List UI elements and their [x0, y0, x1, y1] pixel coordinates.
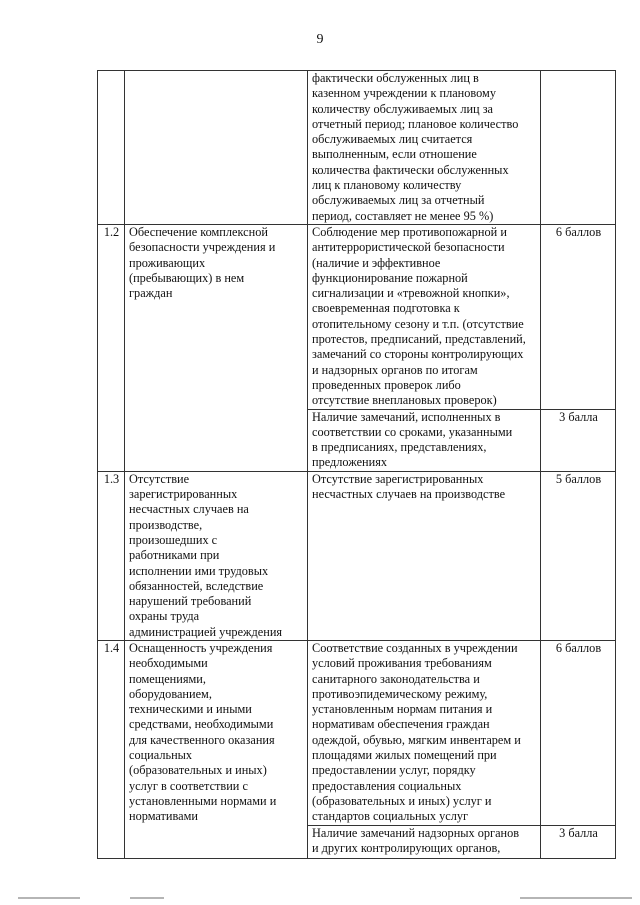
points-cell: 3 балла: [541, 409, 616, 471]
indicator-cell: Наличие замечаний надзорных органов и других контролирующих органов,: [308, 825, 541, 858]
scan-artifact-line: [520, 897, 632, 899]
indicator-cell: Соблюдение мер противопожарной и антитеррористической безопасности (наличие и эффективное функционирование пожарной сигнализации и «тревожной кнопки», своевременная подготовка к отопительному сезону и т.п. (отсутствие протестов, предписаний, представлений, замечаний со стороны контролирующих и надзорных органов по итогам проведенных проверок либо отсутствие внеплановых проверок): [308, 224, 541, 409]
points-cell: 6 баллов: [541, 640, 616, 825]
page-number: 9: [316, 32, 324, 47]
criterion-cell: [125, 71, 308, 225]
scan-artifact-line: [130, 897, 164, 899]
points-cell: 5 баллов: [541, 471, 616, 640]
criterion-cell: Оснащенность учреждения необходимыми помещениями, оборудованием, техническими и иными средствами, необходимыми для качественного оказания социальных (образовательных и иных) услуг в соответствии с установленными нормами и нормативами: [125, 640, 308, 858]
scan-artifact-line: [18, 897, 80, 899]
indicator-cell: Соответствие созданных в учреждении условий проживания требованиям санитарного законодательства и противоэпидемическому режиму, установленным нормам питания и нормативам обеспечения граждан одеждой, обувью, мягким инвентарем и площадями жилых помещений при предоставлении услуг, порядку предоставления социальных (образовательных и иных) услуг и стандартов социальных услуг: [308, 640, 541, 825]
points-cell: 3 балла: [541, 825, 616, 858]
table-row: [98, 71, 616, 225]
row-number-cell: 1.2: [98, 224, 125, 471]
criterion-cell: Отсутствие зарегистрированных несчастных случаев на производстве, произошедших с работниками при исполнении ими трудовых обязанностей, вследствие нарушений требований охраны труда администрацией учреждения: [125, 471, 308, 640]
points-cell: 6 баллов: [541, 224, 616, 409]
indicator-cell: фактически обслуженных лиц в казенном учреждении к плановому количеству обслуживаемых лиц за отчетный период; плановое количество обслуживаемых лиц считается выполненным, если отношение количества фактически обслуженных лиц к плановому количеству обслуживаемых лиц за отчетный период, составляет не менее 95 %): [308, 71, 541, 225]
criterion-cell: Обеспечение комплексной безопасности учреждения и проживающих (пребывающих) в нем граждан: [125, 224, 308, 471]
row-number-cell: [98, 71, 125, 225]
row-number-cell: 1.3: [98, 471, 125, 640]
table-row: [98, 471, 616, 640]
points-cell: [541, 71, 616, 225]
table-row: [98, 640, 616, 825]
indicator-cell: Отсутствие зарегистрированных несчастных случаев на производстве: [308, 471, 541, 640]
table-row: [98, 224, 616, 409]
indicator-cell: Наличие замечаний, исполненных в соответствии со сроками, указанными в предписаниях, представлениях, предложениях: [308, 409, 541, 471]
criteria-table: [97, 70, 616, 859]
row-number-cell: 1.4: [98, 640, 125, 858]
